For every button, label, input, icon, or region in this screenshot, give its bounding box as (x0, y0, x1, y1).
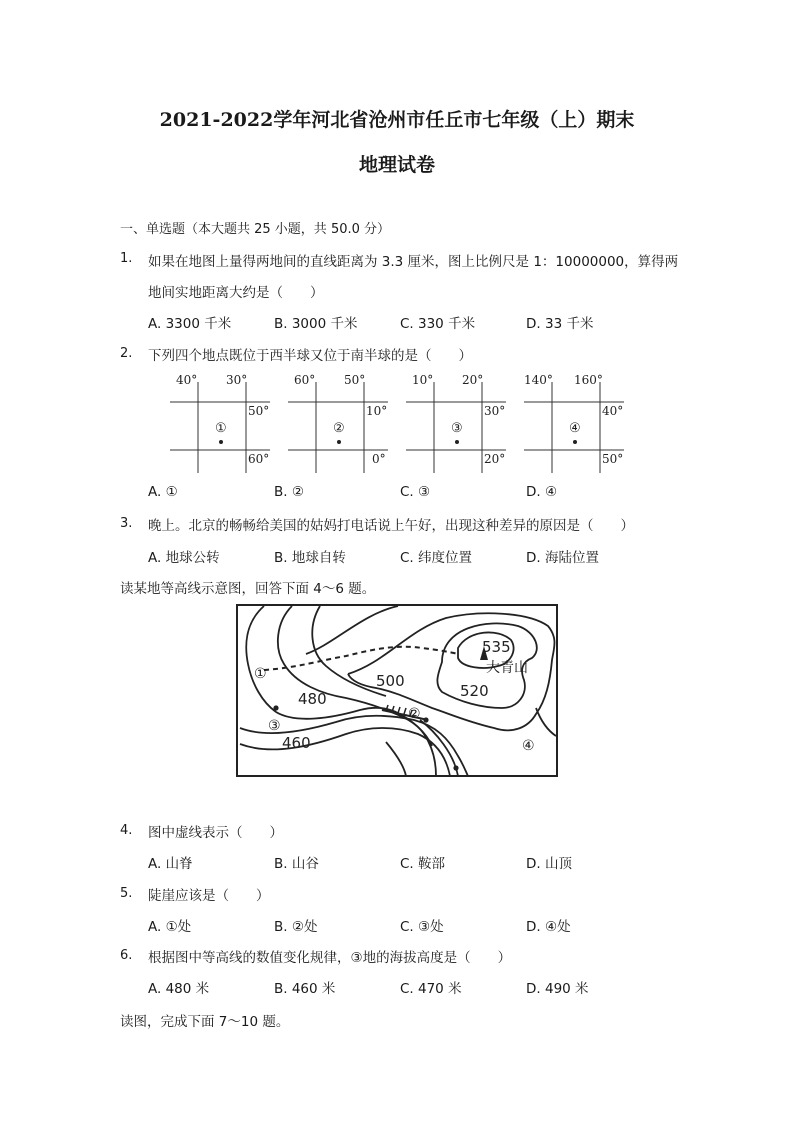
option-a[interactable]: A. ①处 (148, 919, 192, 935)
grid-1-top-right: 30° (226, 373, 248, 387)
contour-480-label: 480 (298, 690, 327, 708)
option-d[interactable]: D. 33 千米 (526, 316, 594, 332)
question-number: 4. (120, 823, 133, 838)
option-a[interactable]: A. 3300 千米 (148, 316, 232, 332)
option-c[interactable]: C. 330 千米 (400, 316, 476, 332)
page-title: 2021-2022学年河北省沧州市任丘市七年级（上）期末 (159, 109, 635, 131)
grid-4-right-top: 40° (602, 404, 624, 418)
option-a[interactable]: A. 山脊 (148, 856, 193, 872)
question-text: 晚上。北京的畅畅给美国的姑妈打电话说上午好，出现这种差异的原因是（ ） (148, 518, 634, 534)
option-d[interactable]: D. 490 米 (526, 981, 589, 997)
marker-3: ③ (268, 718, 281, 734)
option-c[interactable]: C. ③处 (400, 919, 444, 935)
grid-2-top-left: 60° (294, 373, 316, 387)
question-text: 图中虚线表示（ ） (148, 825, 283, 841)
grid-1-right-top: 50° (248, 404, 270, 418)
question-text: 根据图中等高线的数值变化规律，③地的海拔高度是（ ） (148, 950, 512, 966)
intro-text: 读图，完成下面 7～10 题。 (120, 1014, 290, 1030)
question-text-cont: 地间实地距离大约是（ ） (148, 285, 324, 301)
grid-1 (170, 373, 270, 473)
lat-lon-grids (160, 368, 640, 478)
option-b[interactable]: B. ②处 (274, 919, 318, 935)
option-c[interactable]: C. 鞍部 (400, 856, 446, 872)
option-b[interactable]: B. ② (274, 484, 304, 500)
question-number: 3. (120, 516, 133, 531)
grid-3-top-right: 20° (462, 373, 484, 387)
grid-3 (406, 373, 506, 473)
option-c[interactable]: C. 纬度位置 (400, 550, 473, 566)
grid-4-top-left: 140° (524, 373, 553, 387)
grid-4-mark: ④ (569, 421, 581, 436)
page-subtitle: 地理试卷 (358, 154, 435, 176)
grid-1-top-left: 40° (176, 373, 198, 387)
grid-2-top-right: 50° (344, 373, 366, 387)
option-b[interactable]: B. 山谷 (274, 856, 319, 872)
question-number: 1. (120, 251, 133, 266)
option-d[interactable]: D. ④处 (526, 919, 571, 935)
question-text: 如果在地图上量得两地间的直线距离为 3.3 厘米，图上比例尺是 1：10000000，算得两 (148, 254, 679, 270)
contour-460-label: 460 (282, 734, 311, 752)
marker-4: ④ (522, 738, 535, 754)
marker-2: ② (408, 706, 421, 722)
peak-elevation-label: 535 (482, 638, 511, 656)
grid-3-right-top: 30° (484, 404, 506, 418)
question-number: 2. (120, 346, 133, 361)
contour-520-label: 520 (460, 682, 489, 700)
marker-1: ① (254, 666, 267, 682)
mountain-name-label: 大青山 (486, 660, 528, 676)
option-a[interactable]: A. 地球公转 (148, 550, 220, 566)
contour-map (236, 604, 558, 777)
option-d[interactable]: D. ④ (526, 484, 558, 500)
grid-2 (288, 373, 388, 473)
option-a[interactable]: A. ① (148, 484, 178, 500)
option-b[interactable]: B. 地球自转 (274, 550, 346, 566)
grid-3-mark: ③ (451, 421, 463, 436)
grid-4 (524, 373, 624, 473)
grid-3-right-bottom: 20° (484, 452, 506, 466)
grid-1-right-bottom: 60° (248, 452, 270, 466)
option-b[interactable]: B. 460 米 (274, 981, 336, 997)
question-text: 陡崖应该是（ ） (148, 888, 270, 904)
grid-1-mark: ① (215, 421, 227, 436)
option-c[interactable]: C. 470 米 (400, 981, 462, 997)
grid-3-top-left: 10° (412, 373, 434, 387)
grid-4-top-right: 160° (574, 373, 603, 387)
question-number: 6. (120, 948, 133, 963)
option-d[interactable]: D. 山顶 (526, 856, 572, 872)
intro-text: 读某地等高线示意图，回答下面 4～6 题。 (120, 581, 376, 597)
option-b[interactable]: B. 3000 千米 (274, 316, 358, 332)
grid-2-right-top: 10° (366, 404, 388, 418)
option-c[interactable]: C. ③ (400, 484, 431, 500)
contour-500-label: 500 (376, 672, 405, 690)
option-d[interactable]: D. 海陆位置 (526, 550, 599, 566)
option-a[interactable]: A. 480 米 (148, 981, 210, 997)
question-text: 下列四个地点既位于西半球又位于南半球的是（ ） (148, 348, 472, 364)
grid-2-mark: ② (333, 421, 345, 436)
question-number: 5. (120, 886, 133, 901)
grid-2-right-bottom: 0° (372, 452, 386, 466)
grid-4-right-bottom: 50° (602, 452, 624, 466)
section-heading: 一、单选题（本大题共 25 小题，共 50.0 分） (120, 222, 391, 237)
